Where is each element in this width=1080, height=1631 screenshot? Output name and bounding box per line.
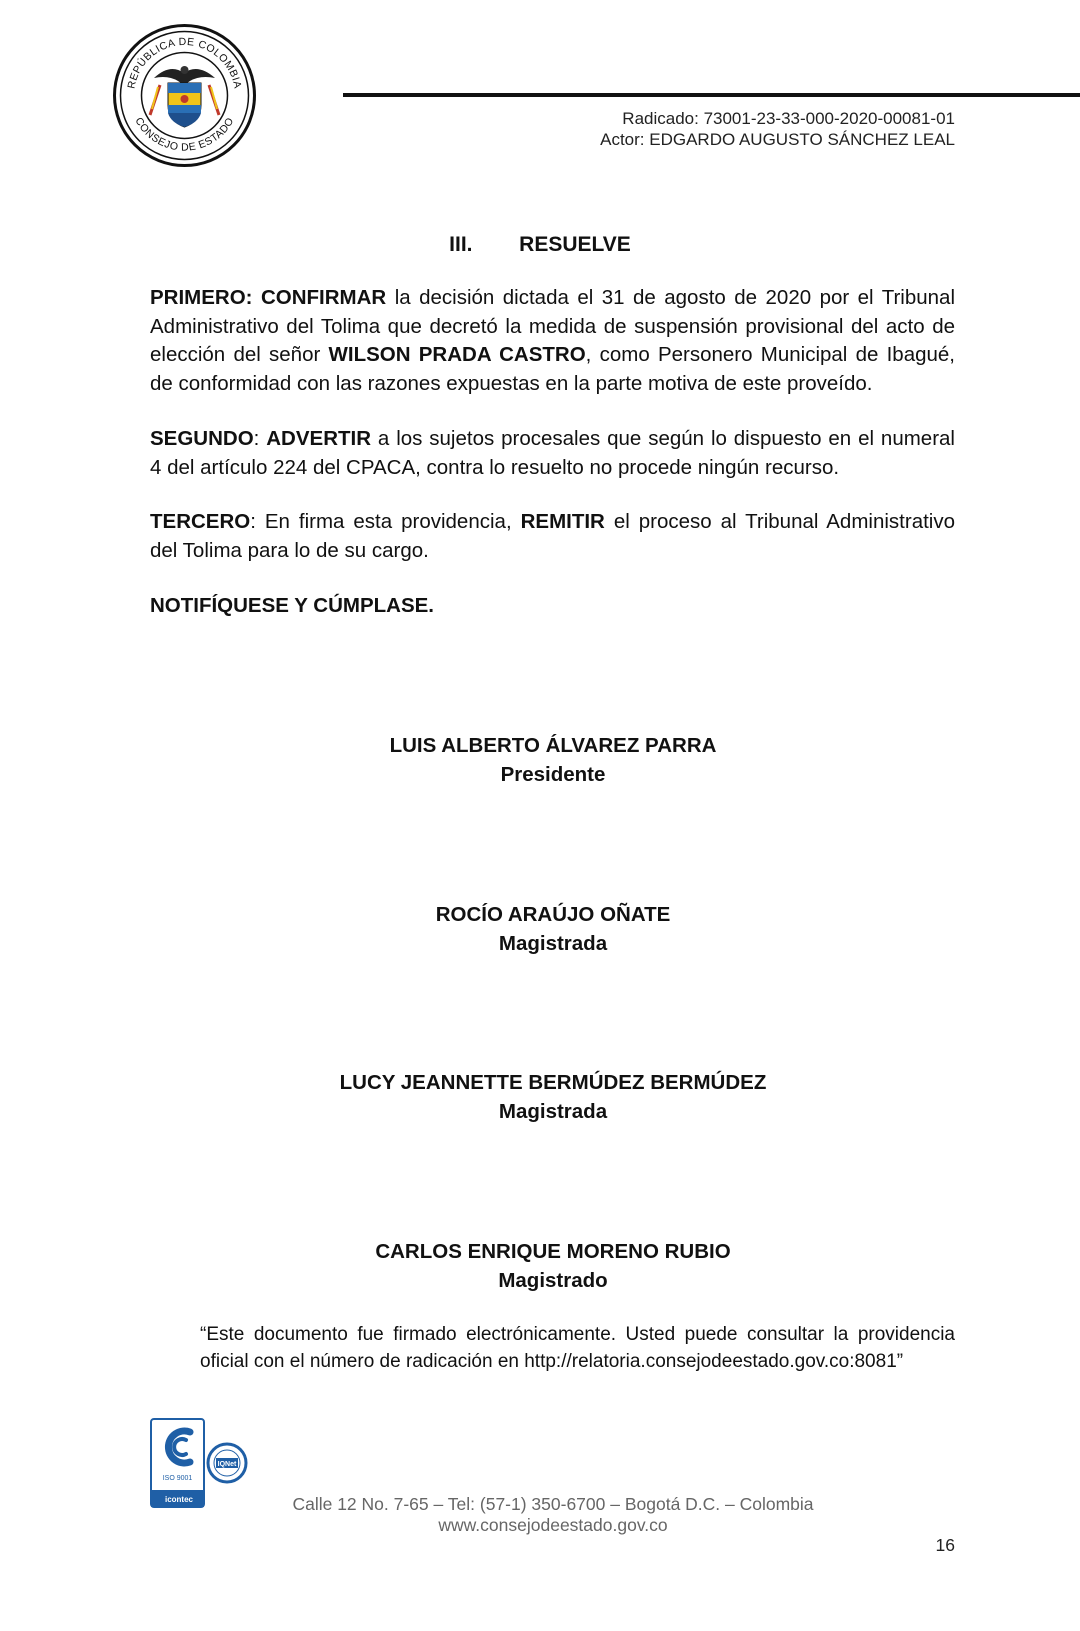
primero-text-a: la decisión dictada el 31 de agosto de 2020 por el Tribunal Administrativo del Tolima que decretó la medida de suspensión provisional del acto de elección del señor	[150, 286, 956, 366]
signatory-block	[0, 732, 1080, 789]
signatory-role: Magistrado	[498, 1268, 608, 1292]
footer-website: www.consejodeestado.gov.co	[438, 1515, 668, 1535]
signatory-role: Magistrada	[498, 1099, 608, 1123]
signatory-block	[0, 1238, 1080, 1295]
signatory-name: ROCÍO ARAÚJO OÑATE	[435, 903, 671, 926]
tercero-text-b: el proceso al Tribunal Administrativo del Tolima para lo de su cargo.	[150, 510, 955, 562]
seal-icon	[112, 23, 257, 168]
signatory-name: LUCY JEANNETTE BERMÚDEZ BERMÚDEZ	[339, 1071, 767, 1094]
primero-text-b: , como Personero Municipal de Ibagué, de conformidad con las razones expuestas en la parte motiva de este proveído.	[150, 343, 955, 395]
electronic-signature-note: “Este documento fue firmado electrónicamente. Usted puede consultar la providencia oficial con el número de radicación en http://relatoria.consejodeestado.gov.co:8081”	[200, 1324, 955, 1372]
signatory-role: Presidente	[500, 762, 606, 786]
resolution-primero	[150, 284, 955, 398]
signatory-name: CARLOS ENRIQUE MORENO RUBIO	[375, 1240, 731, 1263]
page-number: 16	[935, 1535, 955, 1555]
footer-address: Calle 12 No. 7-65 – Tel: (57-1) 350-6700 – Bogotá D.C. – Colombia	[292, 1494, 814, 1514]
closing-formula: NOTIFÍQUESE Y CÚMPLASE.	[150, 594, 435, 617]
section-heading	[0, 233, 1080, 257]
tercero-label: TERCERO	[150, 510, 251, 533]
segundo-sep: :	[253, 427, 267, 450]
signatory-name: LUIS ALBERTO ÁLVAREZ PARRA	[389, 734, 717, 757]
signatory-block	[0, 1069, 1080, 1126]
radicado-line: Radicado: 73001-23-33-000-2020-00081-01	[622, 109, 955, 128]
resolution-tercero	[150, 508, 955, 565]
resolution-segundo	[150, 425, 955, 482]
primero-name: WILSON PRADA CASTRO	[328, 343, 586, 366]
actor-line: Actor: EDGARDO AUGUSTO SÁNCHEZ LEAL	[600, 130, 955, 149]
seal-text-top: REPÚBLICA DE COLOMBIA	[125, 35, 244, 90]
signatory-block	[0, 901, 1080, 958]
seal-text-bottom: CONSEJO DE ESTADO	[132, 115, 237, 154]
segundo-label: SEGUNDO	[150, 427, 254, 450]
primero-label: PRIMERO:	[150, 286, 253, 309]
segundo-text: a los sujetos procesales que según lo dispuesto en el numeral 4 del artículo 224 del CPACA, contra lo resuelto no procede ningún recurso.	[150, 427, 955, 479]
tercero-text-a: : En firma esta providencia,	[250, 510, 521, 533]
iqnet-logo-icon	[206, 1442, 248, 1484]
section-number: III.	[449, 233, 473, 256]
iso-label: ISO 9001	[162, 1475, 193, 1482]
icontec-label: icontec	[164, 1495, 194, 1504]
header-rule	[343, 93, 1080, 97]
section-title: RESUELVE	[519, 233, 631, 256]
signatory-role: Magistrada	[498, 931, 608, 955]
segundo-verb: ADVERTIR	[266, 427, 372, 450]
iqnet-label: IQNet	[217, 1461, 237, 1468]
tercero-verb: REMITIR	[520, 510, 605, 533]
primero-verb: CONFIRMAR	[260, 286, 387, 309]
